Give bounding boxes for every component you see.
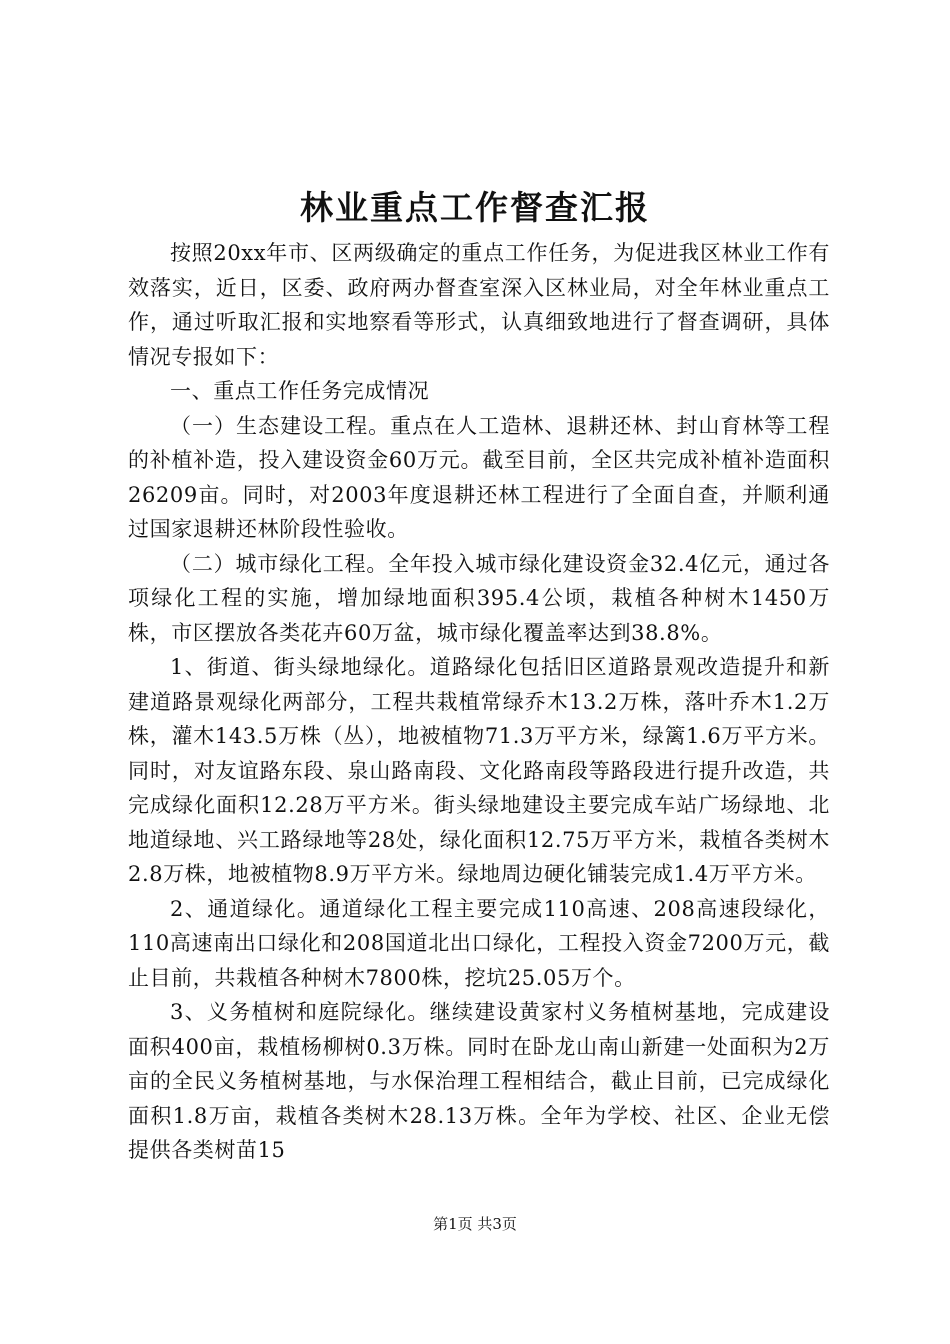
document-body xyxy=(128,236,830,1168)
document-title: 林业重点工作督查汇报 xyxy=(300,188,650,227)
street-greening-paragraph: 1、街道、街头绿地绿化。道路绿化包括旧区道路景观改造提升和新建道路景观绿化两部分，工程共栽植常绿乔木13.2万株，落叶乔木1.2万株，灌木143.5万株（丛），地被植物71.3万平方米，绿篱1.6万平方米。同时，对友谊路东段、泉山路南段、文化路南段等路段进行提升改造，共完成绿化面积12.28万平方米。街头绿地建设主要完成车站广场绿地、北地道绿地、兴工路绿地等28处，绿化面积12.75万平方米，栽植各类树木2.8万株，地被植物8.9万平方米。绿地周边硬化铺装完成1.4万平方米。 xyxy=(128,655,830,886)
urban-greening-paragraph: （二）城市绿化工程。全年投入城市绿化建设资金32.4亿元，通过各项绿化工程的实施，增加绿地面积395.4公顷，栽植各种树木1450万株，市区摆放各类花卉60万盆，城市绿化覆盖率达到38.8%。 xyxy=(128,551,830,645)
section-heading: 一、重点工作任务完成情况 xyxy=(170,379,430,403)
intro-paragraph: 按照20xx年市、区两级确定的重点工作任务，为促进我区林业工作有效落实，近日，区委、政府两办督查室深入区林业局，对全年林业重点工作，通过听取汇报和实地察看等形式，认真细致地进行了督查调研，具体情况专报如下： xyxy=(128,241,830,369)
corridor-greening-paragraph: 2、通道绿化。通道绿化工程主要完成110高速、208高速段绿化，110高速南出口绿化和208国道北出口绿化，工程投入资金7200万元，截止目前，共栽植各种树木7800株，挖坑25.05万个。 xyxy=(128,896,830,990)
ecology-paragraph: （一）生态建设工程。重点在人工造林、退耕还林、封山育林等工程的补植补造，投入建设资金60万元。截至目前，全区共完成补植补造面积26209亩。同时，对2003年度退耕还林工程进行了全面自查，并顺利通过国家退耕还林阶段性验收。 xyxy=(128,413,830,541)
page-number-footer: 第1页 共3页 xyxy=(433,1215,517,1233)
tree-planting-paragraph: 3、义务植树和庭院绿化。继续建设黄家村义务植树基地，完成建设面积400亩，栽植杨柳树0.3万株。同时在卧龙山南山新建一处面积为2万亩的全民义务植树基地，与水保治理工程相结合，截止目前，已完成绿化面积1.8万亩，栽植各类树木28.13万株。全年为学校、社区、企业无偿提供各类树苗15 xyxy=(128,1000,830,1162)
